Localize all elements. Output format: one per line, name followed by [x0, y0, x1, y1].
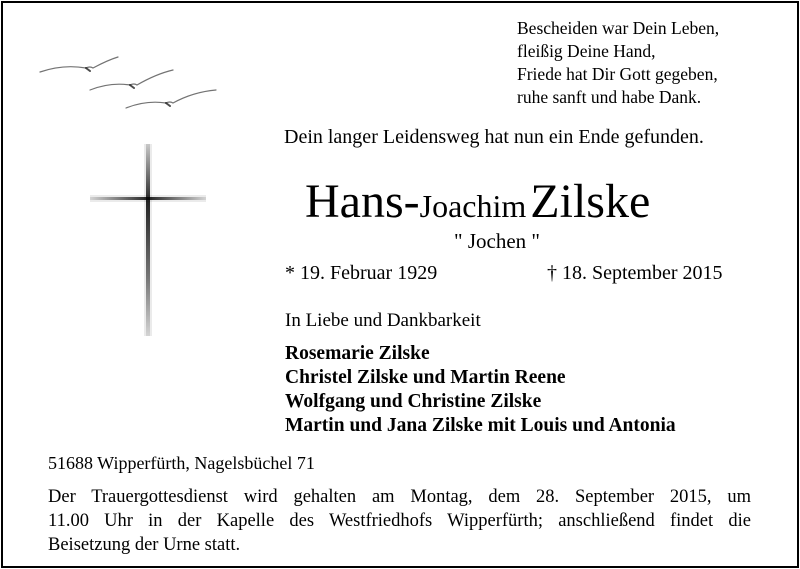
last-name: Zilske [530, 175, 651, 228]
nickname: " Jochen " [454, 229, 540, 253]
mourner: Christel Zilske und Martin Reene [285, 367, 566, 388]
mourners-lead: In Liebe und Dankbarkeit [285, 310, 481, 331]
notice-line: Der Trauergottesdienst wird gehalten am Montag, dem 28. September 2015, um [48, 487, 751, 507]
intro-text: Dein langer Leidensweg hat nun ein Ende gefunden. [284, 126, 704, 148]
poem [517, 17, 719, 109]
poem-line: ruhe sanft und habe Dank. [517, 87, 702, 107]
cross-icon [88, 140, 208, 340]
address: 51688 Wipperfürth, Nagelsbüchel 71 [48, 453, 315, 473]
notice-line: 11.00 Uhr in der Kapelle des Westfriedhofs Wipperfürth; anschließend findet die [48, 511, 751, 531]
poem-line: fleißig Deine Hand, [517, 41, 656, 61]
first-name: Hans- [305, 175, 420, 228]
mourner: Rosemarie Zilske [285, 343, 430, 364]
mourners-list [285, 342, 676, 438]
death-date: † 18. September 2015 [547, 262, 723, 284]
poem-line: Bescheiden war Dein Leben, [517, 18, 720, 38]
birth-date: * 19. Februar 1929 [285, 262, 438, 284]
mourner: Wolfgang und Christine Zilske [285, 391, 542, 412]
poem-line: Friede hat Dir Gott gegeben, [517, 64, 718, 84]
flying-birds-icon [38, 52, 228, 122]
middle-name: Joachim [419, 188, 527, 224]
notice-line: Beisetzung der Urne statt. [48, 535, 241, 555]
mourner: Martin und Jana Zilske mit Louis und Antonia [285, 415, 676, 436]
funeral-notice [48, 485, 751, 557]
